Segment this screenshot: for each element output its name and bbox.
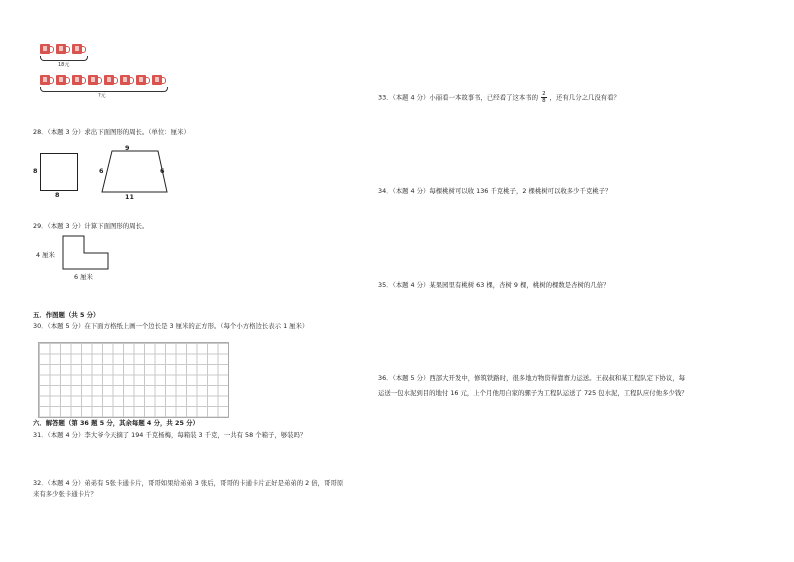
cup-icon — [72, 44, 82, 54]
cup-icon — [104, 75, 114, 85]
row1-price-label: 18元 — [58, 62, 70, 68]
q33-pre: 33．（本题 4 分）小丽看一本故事书，已经看了这本书的 — [378, 93, 539, 102]
trap-right-label: 6 — [160, 167, 165, 175]
cup-icon — [120, 75, 130, 85]
cup-icon — [136, 75, 146, 85]
trap-left-label: 6 — [99, 167, 104, 175]
trap-top-label: 9 — [125, 144, 130, 152]
cup-icon — [152, 75, 162, 85]
cup-icon — [56, 75, 66, 85]
cup-icon — [40, 75, 50, 85]
q33-post: ，还有几分之几没有看？ — [549, 93, 620, 102]
cup-icon — [88, 75, 98, 85]
q35-text: 35．（本题 4 分）某果园里有桃树 63 棵，杏树 9 棵，桃树的棵数是杏树的几倍？ — [378, 281, 610, 289]
q34-text: 34．（本题 4 分）每棵桃树可以收 136 千克桃子，2 棵桃树可以收多少千克桃子？ — [378, 187, 612, 195]
l-shape-bottom-label: 6 厘米 — [74, 273, 93, 281]
square-bottom-label: 8 — [55, 191, 60, 199]
q33-fraction — [541, 91, 547, 104]
cup-icon — [40, 44, 50, 54]
square-figure — [40, 153, 78, 191]
section5-title: 五．作图题（共 5 分） — [33, 311, 100, 319]
q32-text-line1: 32．（本题 4 分）弟弟有 5张卡通卡片，哥哥如果给弟弟 3 张后，哥哥的卡通卡片正好是弟弟的 2 倍，哥哥原 — [33, 479, 344, 487]
l-shape-figure — [62, 235, 110, 271]
square-left-label: 8 — [33, 167, 38, 175]
q29-text: 29．（本题 3 分）计算下面图形的周长。 — [33, 222, 149, 230]
section6-title: 六．解答题（第 36 题 5 分，其余每题 4 分，共 25 分） — [33, 419, 199, 427]
q32-text-line2: 来有多少张卡通卡片？ — [33, 490, 97, 498]
q30-text: 30．（本题 5 分）在下面方格纸上画一个边长是 3 厘米的正方形。（每个小方格边长表示 1 厘米） — [33, 322, 309, 330]
l-shape-side-label: 4 厘米 — [36, 251, 55, 259]
cup-icon — [72, 75, 82, 85]
grid-paper[interactable] — [38, 342, 229, 418]
q28-text: 28．（本题 3 分）求出下面图形的周长。（单位：厘米） — [33, 128, 190, 136]
q31-text: 31．（本题 4 分）李大爷今天摘了 194 千克杨梅，每箱装 3 千克，一共有 58 个箱子，够装吗？ — [33, 431, 307, 439]
trap-bottom-label: 11 — [125, 193, 134, 201]
q36-text-line2: 运送一包水泥到目的地付 16 元，上个月他用自家的骡子为工程队运送了 725 包水泥，工程队应付他多少钱？ — [378, 389, 688, 397]
cups-illustration — [38, 44, 178, 106]
q33-text — [378, 91, 620, 104]
cup-icon — [56, 44, 66, 54]
q36-text-line1: 36．（本题 5 分）西部大开发中，修筑铁路时，很多地方物资得靠畜力运送。王叔叔和某工程队定下协议，每 — [378, 374, 686, 382]
q33-denominator: 8 — [542, 98, 546, 104]
row2-price-label: ?元 — [98, 93, 106, 99]
q33-numerator: 2 — [542, 91, 546, 97]
